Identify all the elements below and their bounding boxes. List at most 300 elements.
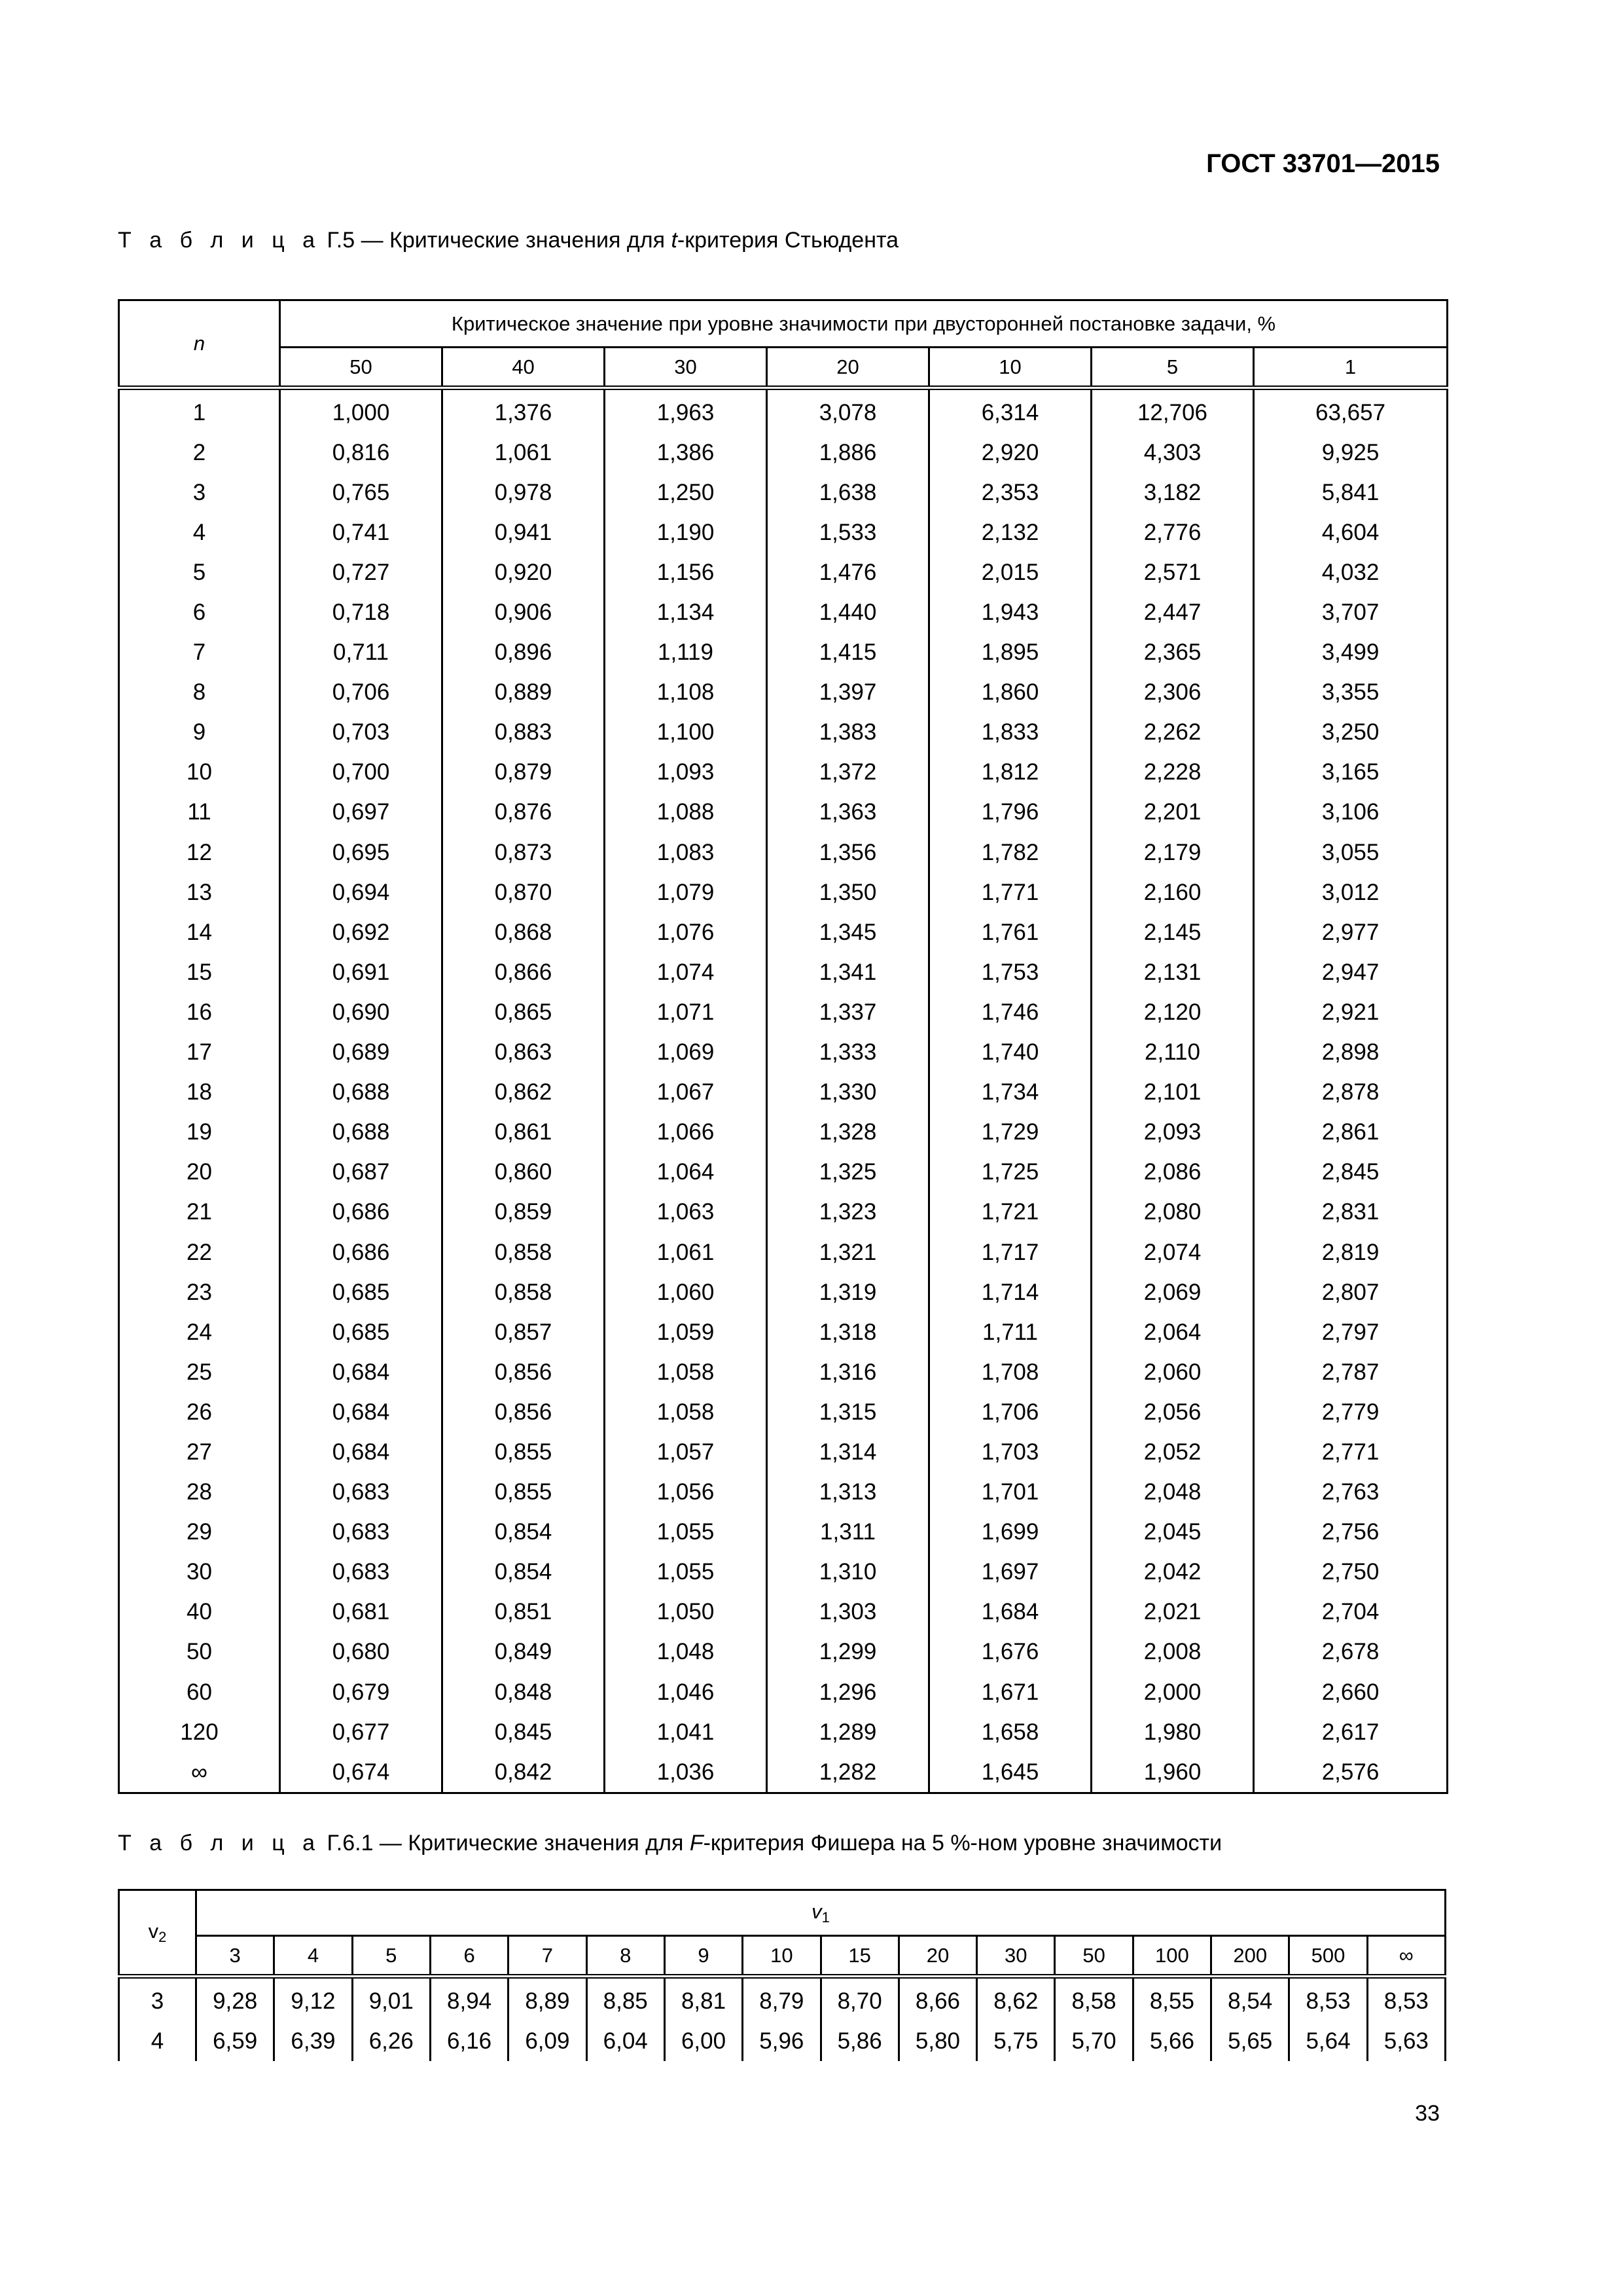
value-cell: 8,54 xyxy=(1211,1977,1289,2022)
row-n-cell: 12 xyxy=(119,833,280,872)
row-n-cell: 5 xyxy=(119,552,280,592)
value-cell: 2,776 xyxy=(1092,512,1254,552)
value-cell: 2,080 xyxy=(1092,1193,1254,1232)
v1-column-header: 100 xyxy=(1133,1936,1211,1977)
value-cell: 0,865 xyxy=(442,992,605,1032)
value-cell: 2,921 xyxy=(1254,992,1448,1032)
value-cell: 0,842 xyxy=(442,1752,605,1793)
value-cell: 1,048 xyxy=(605,1632,767,1672)
value-cell: 6,39 xyxy=(274,2021,352,2061)
value-cell: 1,321 xyxy=(767,1232,929,1272)
value-cell: 0,686 xyxy=(280,1193,442,1232)
value-cell: 2,045 xyxy=(1092,1513,1254,1552)
value-cell: 1,960 xyxy=(1092,1752,1254,1793)
table-row xyxy=(119,793,1448,833)
value-cell: 0,711 xyxy=(280,633,442,673)
caption-variable: t xyxy=(671,228,677,253)
v1-column-header: 5 xyxy=(352,1936,430,1977)
table-row xyxy=(119,1312,1448,1352)
v1-column-header: 4 xyxy=(274,1936,352,1977)
value-cell: 9,925 xyxy=(1254,433,1448,473)
value-cell: 0,741 xyxy=(280,512,442,552)
value-cell: 0,689 xyxy=(280,1033,442,1073)
row-n-cell: 27 xyxy=(119,1432,280,1472)
value-cell: 1,319 xyxy=(767,1272,929,1312)
value-cell: 1,376 xyxy=(442,388,605,433)
table-row xyxy=(119,833,1448,872)
row-n-cell: 40 xyxy=(119,1592,280,1632)
value-cell: 1,714 xyxy=(929,1272,1092,1312)
v1-column-header: 50 xyxy=(1055,1936,1133,1977)
value-cell: 0,684 xyxy=(280,1432,442,1472)
value-cell: 6,09 xyxy=(508,2021,586,2061)
value-cell: 1,711 xyxy=(929,1312,1092,1352)
value-cell: 1,316 xyxy=(767,1352,929,1392)
value-cell: 3,078 xyxy=(767,388,929,433)
value-cell: 6,314 xyxy=(929,388,1092,433)
value-cell: 8,79 xyxy=(743,1977,821,2022)
value-cell: 2,101 xyxy=(1092,1073,1254,1113)
value-cell: 0,862 xyxy=(442,1073,605,1113)
value-cell: 1,061 xyxy=(442,433,605,473)
value-cell: 4,303 xyxy=(1092,433,1254,473)
table-row xyxy=(119,1113,1448,1153)
value-cell: 1,071 xyxy=(605,992,767,1032)
row-n-cell: 50 xyxy=(119,1632,280,1672)
row-header-v2: $v_2$ xyxy=(119,1890,196,1977)
value-cell: 0,688 xyxy=(280,1073,442,1113)
table-row xyxy=(119,1392,1448,1432)
value-cell: 0,863 xyxy=(442,1033,605,1073)
value-cell: 1,963 xyxy=(605,388,767,433)
v1-column-header: 9 xyxy=(664,1936,742,1977)
value-cell: 8,55 xyxy=(1133,1977,1211,2022)
value-cell: 0,688 xyxy=(280,1113,442,1153)
row-n-cell: 22 xyxy=(119,1232,280,1272)
value-cell: 0,906 xyxy=(442,592,605,632)
value-cell: 1,310 xyxy=(767,1552,929,1592)
value-cell: 6,59 xyxy=(196,2021,274,2061)
value-cell: 0,687 xyxy=(280,1153,442,1193)
value-cell: 0,692 xyxy=(280,912,442,952)
value-cell: 0,873 xyxy=(442,833,605,872)
value-cell: 1,761 xyxy=(929,912,1092,952)
value-cell: 0,858 xyxy=(442,1272,605,1312)
value-cell: 0,856 xyxy=(442,1352,605,1392)
value-cell: 1,753 xyxy=(929,952,1092,992)
table-row xyxy=(119,713,1448,753)
v1-column-header: 3 xyxy=(196,1936,274,1977)
table-row xyxy=(119,673,1448,713)
value-cell: 2,145 xyxy=(1092,912,1254,952)
value-cell: 3,182 xyxy=(1092,473,1254,512)
value-cell: 0,681 xyxy=(280,1592,442,1632)
value-cell: 5,80 xyxy=(899,2021,976,2061)
value-cell: 8,89 xyxy=(508,1977,586,2022)
row-n-cell: 4 xyxy=(119,512,280,552)
row-n-cell: 11 xyxy=(119,793,280,833)
value-cell: 0,851 xyxy=(442,1592,605,1632)
value-cell: 0,685 xyxy=(280,1272,442,1312)
value-cell: 3,165 xyxy=(1254,753,1448,793)
value-cell: 2,617 xyxy=(1254,1712,1448,1752)
table-row xyxy=(119,1552,1448,1592)
value-cell: 2,015 xyxy=(929,552,1092,592)
caption-rest: -критерия Стьюдента xyxy=(677,228,899,253)
row-n-cell: 18 xyxy=(119,1073,280,1113)
value-cell: 2,064 xyxy=(1092,1312,1254,1352)
value-cell: 1,345 xyxy=(767,912,929,952)
row-n-cell: 60 xyxy=(119,1672,280,1712)
caption-rest: -критерия Фишера на 5 %-ном уровне значимости xyxy=(703,1831,1222,1856)
v1-column-header: ∞ xyxy=(1367,1936,1445,1977)
value-cell: 1,046 xyxy=(605,1672,767,1712)
v1-column-header: 500 xyxy=(1289,1936,1367,1977)
table-row xyxy=(119,1752,1448,1793)
value-cell: 1,638 xyxy=(767,473,929,512)
value-cell: 1,350 xyxy=(767,872,929,912)
row-n-cell: 10 xyxy=(119,753,280,793)
table-row xyxy=(119,388,1448,433)
value-cell: 1,083 xyxy=(605,833,767,872)
value-cell: 8,81 xyxy=(664,1977,742,2022)
row-n-cell: 3 xyxy=(119,473,280,512)
value-cell: 2,678 xyxy=(1254,1632,1448,1672)
level-header: 10 xyxy=(929,348,1092,388)
row-n-cell: ∞ xyxy=(119,1752,280,1793)
value-cell: 1,943 xyxy=(929,592,1092,632)
value-cell: 2,920 xyxy=(929,433,1092,473)
value-cell: 2,201 xyxy=(1092,793,1254,833)
value-cell: 1,313 xyxy=(767,1473,929,1513)
value-cell: 1,289 xyxy=(767,1712,929,1752)
value-cell: 1,056 xyxy=(605,1473,767,1513)
level-header: 30 xyxy=(605,348,767,388)
value-cell: 0,856 xyxy=(442,1392,605,1432)
value-cell: 0,694 xyxy=(280,872,442,912)
value-cell: 1,701 xyxy=(929,1473,1092,1513)
table-row xyxy=(119,1513,1448,1552)
value-cell: 5,65 xyxy=(1211,2021,1289,2061)
table-row xyxy=(119,592,1448,632)
row-n-cell: 1 xyxy=(119,388,280,433)
value-cell: 0,858 xyxy=(442,1232,605,1272)
level-header: 50 xyxy=(280,348,442,388)
value-cell: 5,96 xyxy=(743,2021,821,2061)
row-n-cell: 17 xyxy=(119,1033,280,1073)
value-cell: 1,356 xyxy=(767,833,929,872)
row-v2-cell: 3 xyxy=(119,1977,196,2022)
value-cell: 1,282 xyxy=(767,1752,929,1793)
value-cell: 1,341 xyxy=(767,952,929,992)
value-cell: 0,684 xyxy=(280,1352,442,1392)
value-cell: 1,697 xyxy=(929,1552,1092,1592)
row-n-cell: 24 xyxy=(119,1312,280,1352)
page-number: 33 xyxy=(1415,2101,1440,2126)
value-cell: 1,036 xyxy=(605,1752,767,1793)
value-cell: 2,660 xyxy=(1254,1672,1448,1712)
value-cell: 1,684 xyxy=(929,1592,1092,1632)
table-row xyxy=(119,1352,1448,1392)
value-cell: 1,337 xyxy=(767,992,929,1032)
value-cell: 2,179 xyxy=(1092,833,1254,872)
value-cell: 2,819 xyxy=(1254,1232,1448,1272)
table-row xyxy=(119,1672,1448,1712)
value-cell: 0,706 xyxy=(280,673,442,713)
value-cell: 2,056 xyxy=(1092,1392,1254,1432)
value-cell: 3,106 xyxy=(1254,793,1448,833)
value-cell: 2,787 xyxy=(1254,1352,1448,1392)
table-row xyxy=(119,1232,1448,1272)
row-n-cell: 120 xyxy=(119,1712,280,1752)
value-cell: 5,63 xyxy=(1367,2021,1445,2061)
value-cell: 0,941 xyxy=(442,512,605,552)
value-cell: 2,086 xyxy=(1092,1153,1254,1193)
value-cell: 0,855 xyxy=(442,1473,605,1513)
table-row xyxy=(119,753,1448,793)
v1-column-header: 15 xyxy=(821,1936,899,1977)
value-cell: 0,859 xyxy=(442,1193,605,1232)
value-cell: 3,707 xyxy=(1254,592,1448,632)
value-cell: 1,318 xyxy=(767,1312,929,1352)
level-header: 20 xyxy=(767,348,929,388)
caption-variable: F xyxy=(689,1831,704,1856)
value-cell: 0,727 xyxy=(280,552,442,592)
value-cell: 2,110 xyxy=(1092,1033,1254,1073)
value-cell: 1,093 xyxy=(605,753,767,793)
value-cell: 0,849 xyxy=(442,1632,605,1672)
row-n-cell: 20 xyxy=(119,1153,280,1193)
table-row xyxy=(119,473,1448,512)
table-row xyxy=(119,872,1448,912)
value-cell: 1,057 xyxy=(605,1432,767,1472)
value-cell: 8,53 xyxy=(1289,1977,1367,2022)
caption-dash: — Критические значения для xyxy=(355,228,671,253)
caption-number: Г.5 xyxy=(327,228,355,253)
value-cell: 8,85 xyxy=(586,1977,664,2022)
value-cell: 2,750 xyxy=(1254,1552,1448,1592)
value-cell: 5,75 xyxy=(977,2021,1055,2061)
value-cell: 0,855 xyxy=(442,1432,605,1472)
row-n-cell: 16 xyxy=(119,992,280,1032)
table-row xyxy=(119,433,1448,473)
value-cell: 1,980 xyxy=(1092,1712,1254,1752)
value-cell: 1,330 xyxy=(767,1073,929,1113)
value-cell: 2,756 xyxy=(1254,1513,1448,1552)
value-cell: 8,94 xyxy=(430,1977,508,2022)
value-cell: 1,059 xyxy=(605,1312,767,1352)
value-cell: 12,706 xyxy=(1092,388,1254,433)
value-cell: 2,861 xyxy=(1254,1113,1448,1153)
table-row xyxy=(119,952,1448,992)
table-row xyxy=(119,1033,1448,1073)
value-cell: 1,060 xyxy=(605,1272,767,1312)
row-v2-cell: 4 xyxy=(119,2021,196,2061)
value-cell: 1,064 xyxy=(605,1153,767,1193)
value-cell: 1,041 xyxy=(605,1712,767,1752)
v1-column-header: 7 xyxy=(508,1936,586,1977)
value-cell: 0,677 xyxy=(280,1712,442,1752)
value-cell: 1,699 xyxy=(929,1513,1092,1552)
value-cell: 0,765 xyxy=(280,473,442,512)
value-cell: 2,160 xyxy=(1092,872,1254,912)
level-header: 40 xyxy=(442,348,605,388)
value-cell: 2,571 xyxy=(1092,552,1254,592)
value-cell: 4,032 xyxy=(1254,552,1448,592)
standard-designation: ГОСТ 33701—2015 xyxy=(1206,149,1440,178)
value-cell: 3,055 xyxy=(1254,833,1448,872)
value-cell: 2,021 xyxy=(1092,1592,1254,1632)
table1-caption xyxy=(118,228,899,253)
v1-column-header: 10 xyxy=(743,1936,821,1977)
value-cell: 0,700 xyxy=(280,753,442,793)
value-cell: 1,746 xyxy=(929,992,1092,1032)
value-cell: 5,70 xyxy=(1055,2021,1133,2061)
value-cell: 1,314 xyxy=(767,1432,929,1472)
caption-number: Г.6.1 xyxy=(327,1831,374,1856)
value-cell: 1,076 xyxy=(605,912,767,952)
value-cell: 0,848 xyxy=(442,1672,605,1712)
value-cell: 0,876 xyxy=(442,793,605,833)
v1-column-header: 30 xyxy=(977,1936,1055,1977)
value-cell: 2,048 xyxy=(1092,1473,1254,1513)
value-cell: 6,04 xyxy=(586,2021,664,2061)
caption-prefix: Т а б л и ц а xyxy=(118,1831,321,1856)
value-cell: 0,861 xyxy=(442,1113,605,1153)
value-cell: 2,353 xyxy=(929,473,1092,512)
value-cell: 1,296 xyxy=(767,1672,929,1712)
value-cell: 0,854 xyxy=(442,1552,605,1592)
value-cell: 2,060 xyxy=(1092,1352,1254,1392)
value-cell: 2,771 xyxy=(1254,1432,1448,1472)
value-cell: 8,70 xyxy=(821,1977,899,2022)
value-cell: 6,00 xyxy=(664,2021,742,2061)
value-cell: 2,977 xyxy=(1254,912,1448,952)
table-row xyxy=(119,1272,1448,1312)
row-n-cell: 15 xyxy=(119,952,280,992)
value-cell: 0,870 xyxy=(442,872,605,912)
row-n-cell: 8 xyxy=(119,673,280,713)
value-cell: 2,365 xyxy=(1092,633,1254,673)
value-cell: 5,86 xyxy=(821,2021,899,2061)
row-n-cell: 7 xyxy=(119,633,280,673)
value-cell: 2,797 xyxy=(1254,1312,1448,1352)
value-cell: 1,860 xyxy=(929,673,1092,713)
value-cell: 2,074 xyxy=(1092,1232,1254,1272)
value-cell: 1,833 xyxy=(929,713,1092,753)
table-row xyxy=(119,1712,1448,1752)
value-cell: 1,250 xyxy=(605,473,767,512)
row-n-cell: 28 xyxy=(119,1473,280,1513)
row-n-cell: 30 xyxy=(119,1552,280,1592)
value-cell: 1,315 xyxy=(767,1392,929,1432)
value-cell: 1,066 xyxy=(605,1113,767,1153)
table-row xyxy=(119,633,1448,673)
value-cell: 1,134 xyxy=(605,592,767,632)
value-cell: 8,66 xyxy=(899,1977,976,2022)
value-cell: 2,831 xyxy=(1254,1193,1448,1232)
group-header-v1: $v_1$ xyxy=(196,1890,1446,1936)
value-cell: 2,008 xyxy=(1092,1632,1254,1672)
value-cell: 1,415 xyxy=(767,633,929,673)
value-cell: 6,26 xyxy=(352,2021,430,2061)
value-cell: 2,807 xyxy=(1254,1272,1448,1312)
value-cell: 1,079 xyxy=(605,872,767,912)
value-cell: 1,067 xyxy=(605,1073,767,1113)
table-row xyxy=(119,1977,1446,2022)
table-row xyxy=(119,1432,1448,1472)
row-n-cell: 26 xyxy=(119,1392,280,1432)
table-row xyxy=(119,1592,1448,1632)
value-cell: 1,333 xyxy=(767,1033,929,1073)
value-cell: 1,074 xyxy=(605,952,767,992)
value-cell: 0,860 xyxy=(442,1153,605,1193)
row-n-cell: 6 xyxy=(119,592,280,632)
value-cell: 1,717 xyxy=(929,1232,1092,1272)
group-header: Критическое значение при уровне значимости при двусторонней постановке задачи, % xyxy=(280,300,1448,348)
value-cell: 1,676 xyxy=(929,1632,1092,1672)
value-cell: 4,604 xyxy=(1254,512,1448,552)
value-cell: 1,886 xyxy=(767,433,929,473)
value-cell: 9,01 xyxy=(352,1977,430,2022)
table2-caption xyxy=(118,1831,1222,1856)
value-cell: 0,683 xyxy=(280,1473,442,1513)
value-cell: 0,683 xyxy=(280,1552,442,1592)
value-cell: 1,328 xyxy=(767,1113,929,1153)
value-cell: 9,12 xyxy=(274,1977,352,2022)
value-cell: 1,325 xyxy=(767,1153,929,1193)
value-cell: 1,058 xyxy=(605,1352,767,1392)
row-n-cell: 2 xyxy=(119,433,280,473)
value-cell: 1,771 xyxy=(929,872,1092,912)
value-cell: 1,299 xyxy=(767,1632,929,1672)
value-cell: 0,845 xyxy=(442,1712,605,1752)
value-cell: 0,718 xyxy=(280,592,442,632)
value-cell: 1,119 xyxy=(605,633,767,673)
table-row xyxy=(119,1473,1448,1513)
value-cell: 2,704 xyxy=(1254,1592,1448,1632)
value-cell: 1,323 xyxy=(767,1193,929,1232)
value-cell: 0,674 xyxy=(280,1752,442,1793)
value-cell: 2,779 xyxy=(1254,1392,1448,1432)
value-cell: 2,878 xyxy=(1254,1073,1448,1113)
value-cell: 2,947 xyxy=(1254,952,1448,992)
value-cell: 1,311 xyxy=(767,1513,929,1552)
caption-prefix: Т а б л и ц а xyxy=(118,228,321,253)
value-cell: 0,695 xyxy=(280,833,442,872)
value-cell: 1,372 xyxy=(767,753,929,793)
caption-dash: — Критические значения для xyxy=(373,1831,690,1856)
v1-column-header: 8 xyxy=(586,1936,664,1977)
value-cell: 0,703 xyxy=(280,713,442,753)
value-cell: 0,866 xyxy=(442,952,605,992)
value-cell: 1,156 xyxy=(605,552,767,592)
value-cell: 2,132 xyxy=(929,512,1092,552)
row-header-n: n xyxy=(119,300,280,388)
value-cell: 3,250 xyxy=(1254,713,1448,753)
value-cell: 1,812 xyxy=(929,753,1092,793)
value-cell: 2,228 xyxy=(1092,753,1254,793)
row-n-cell: 19 xyxy=(119,1113,280,1153)
value-cell: 2,093 xyxy=(1092,1113,1254,1153)
value-cell: 1,397 xyxy=(767,673,929,713)
row-n-cell: 14 xyxy=(119,912,280,952)
value-cell: 1,725 xyxy=(929,1153,1092,1193)
value-cell: 8,58 xyxy=(1055,1977,1133,2022)
value-cell: 9,28 xyxy=(196,1977,274,2022)
value-cell: 1,533 xyxy=(767,512,929,552)
value-cell: 1,703 xyxy=(929,1432,1092,1472)
